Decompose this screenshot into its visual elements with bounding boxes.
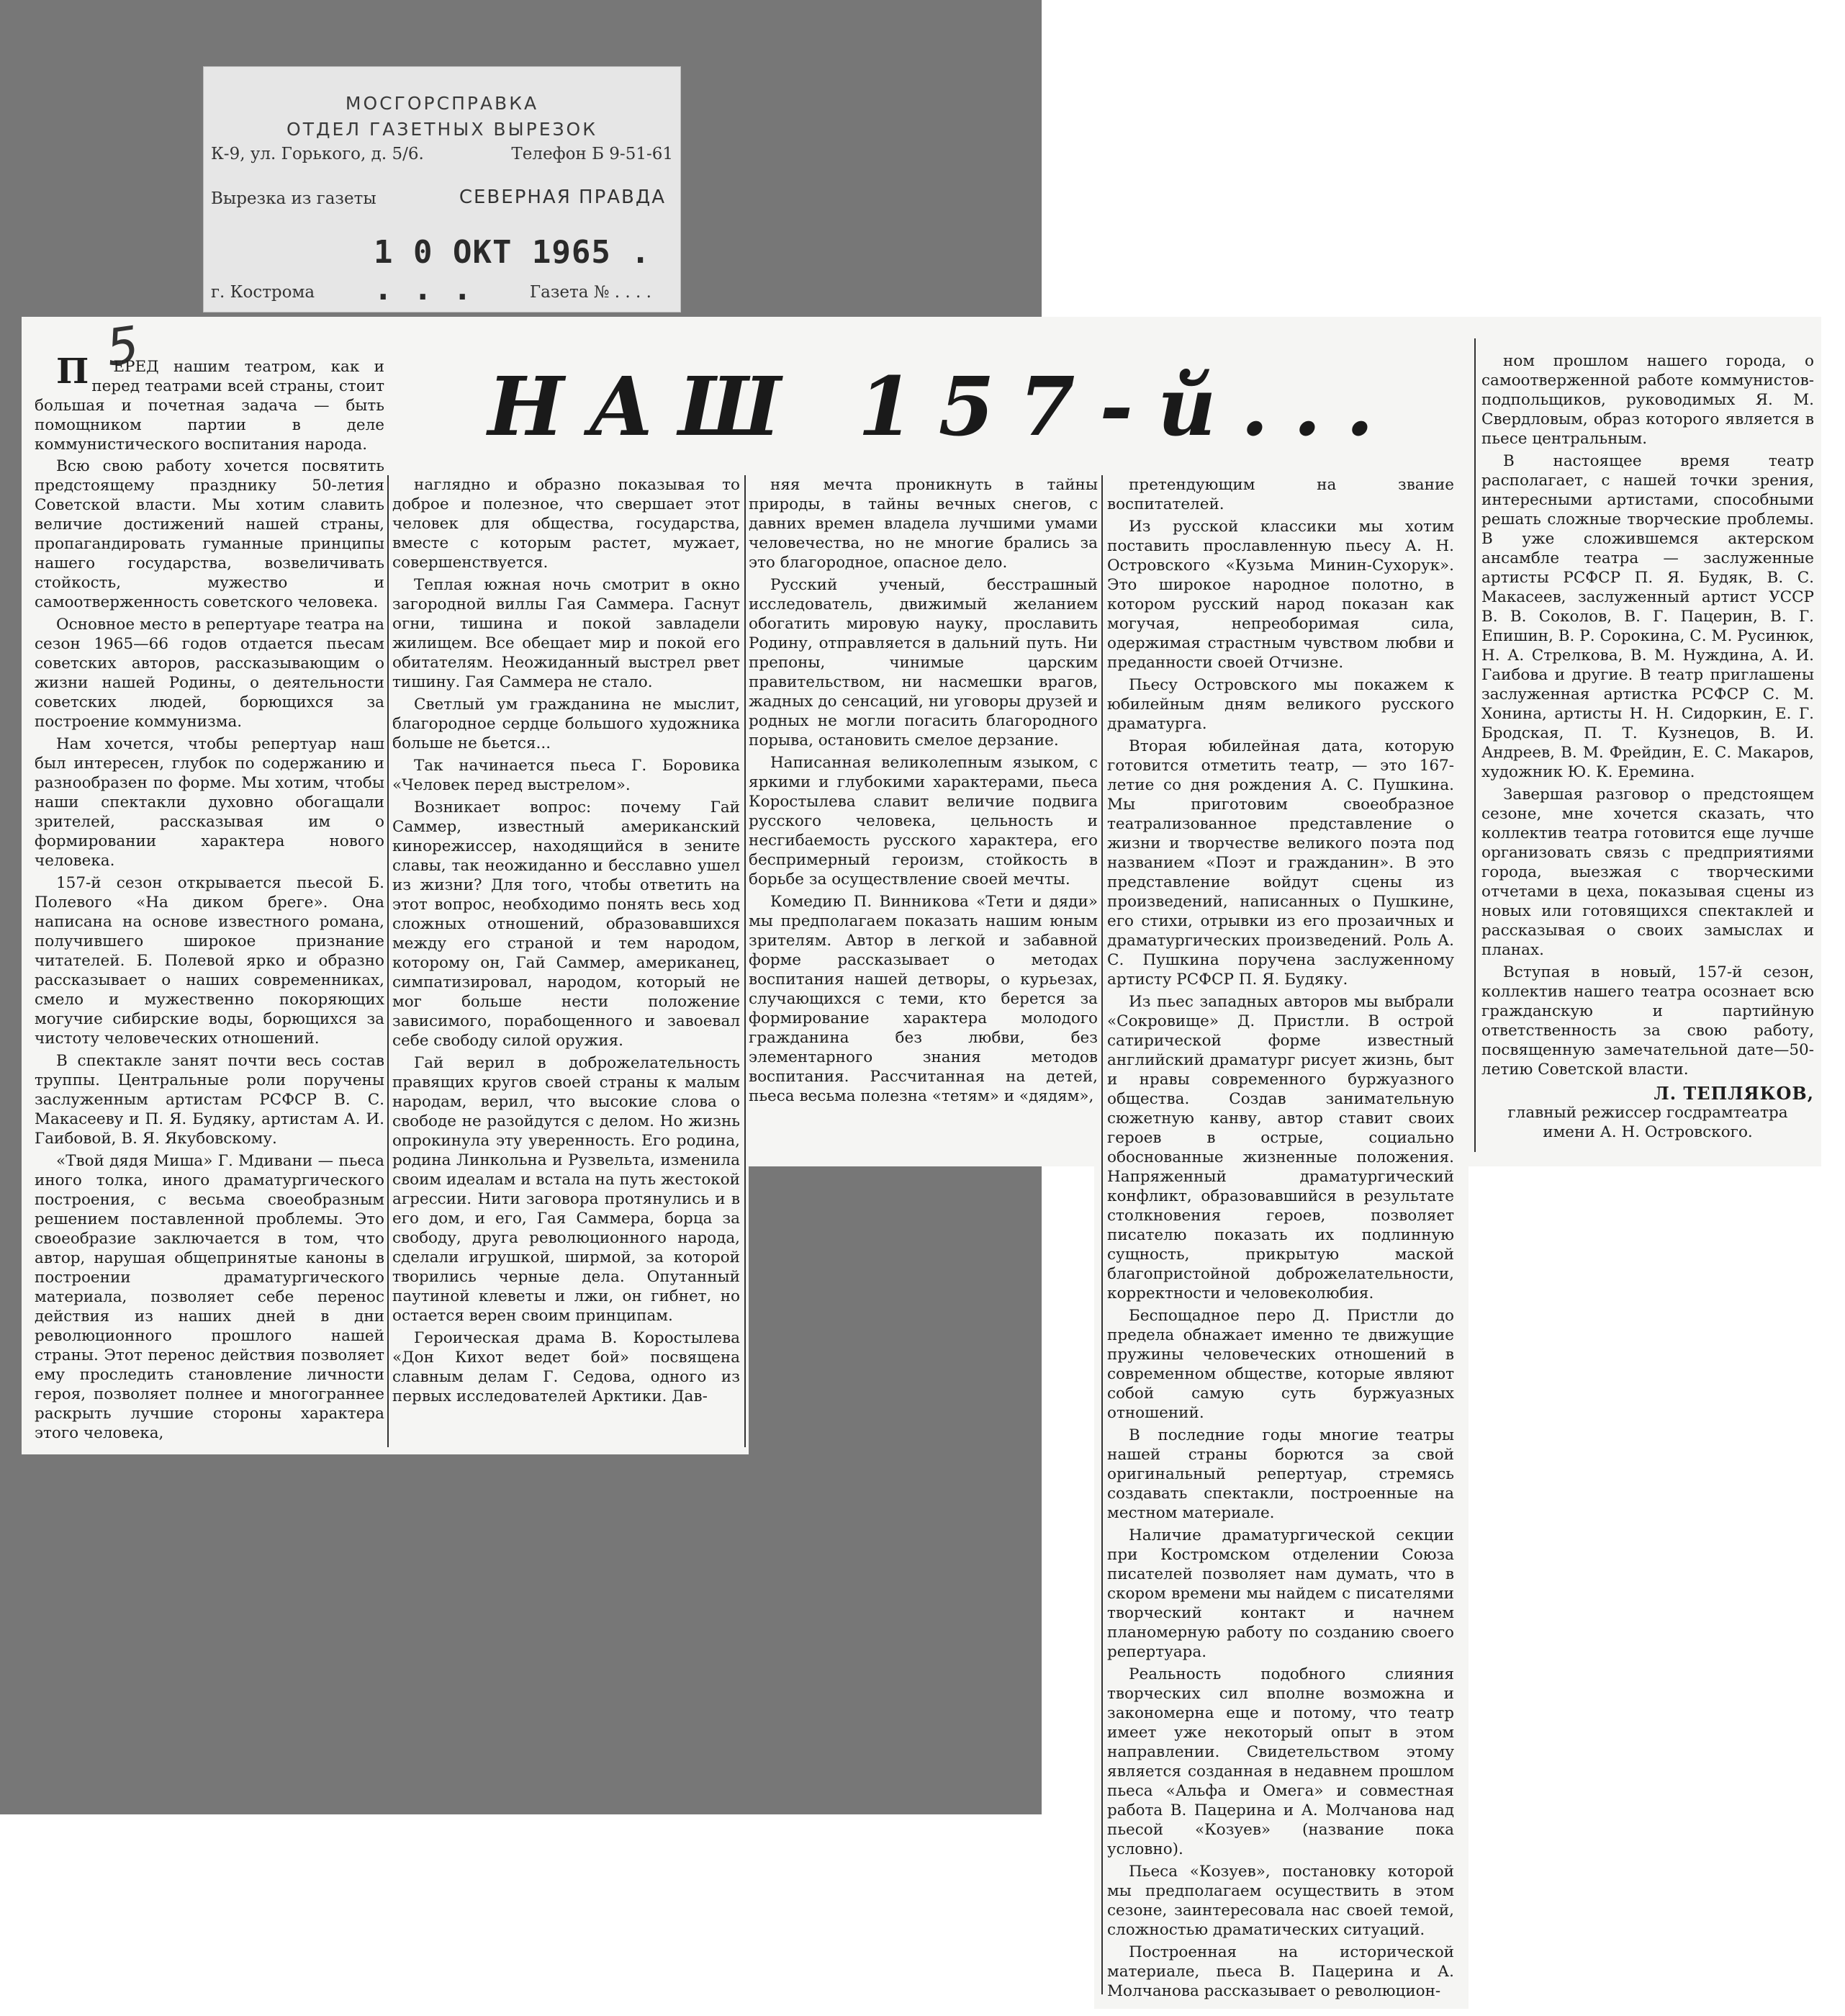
article-paragraph: Беспощадное перо Д. Пристли до предела обнажает именно те движущие пружины человеческих отношений в современном обществе, которые являют собой самую суть буржуазных отношений. — [1107, 1307, 1454, 1422]
article-paragraph: Из русской классики мы хотим поставить прославленную пьесу А. Н. Островского «Кузьма Минин-Сухорук». Это широкое народное полотно, в котором русский народ показан как могучая, непреоборимая сила, одержимая страстным чувством любви и преданности своей Отчизне. — [1107, 518, 1454, 672]
article-paragraph: Светлый ум гражданина не мыслит, благородное сердце большого художника больше не бьется... — [392, 696, 740, 752]
article-paragraph: В спектакле занят почти весь состав труппы. Центральные роли поручены заслуженным артистам РСФСР В. С. Макасееву и П. Я. Будяку, артистам А. И. Гаибовой, В. Я. Якубовскому. — [35, 1052, 384, 1148]
article-paragraph: Построенная на исторической материале, пьеса В. Пацерина и А. Молчанова рассказывает о революцион- — [1107, 1943, 1454, 2000]
article-paragraph: Всю свою работу хочется посвятить предстоящему празднику 50-летия Советской власти. Мы хотим славить величие достижений нашей страны, пропагандировать гуманные принципы нашего государства, возвеличивать стойкость, мужество и самоотверженность советского человека. — [35, 457, 384, 611]
agency-phone: Телефон Б 9-51-61 — [511, 145, 673, 163]
agency-name: МОСГОРСПРАВКА — [345, 93, 539, 114]
article-paragraph: 157-й сезон открывается пьесой Б. Полевого «На диком бреге». Она написана на основе известного романа, получившего широкое признание читателей. Б. Полевой ярко и образно рассказывает о наших современниках, смело и мужественно покоряющих могучие сибирские воды, борющихся за чистоту человеческих отношений. — [35, 874, 384, 1048]
column-divider — [1474, 338, 1476, 1152]
date-stamp: 1 0 ОКТ 1965 . . . . — [374, 234, 651, 307]
article-paragraph: Русский ученый, бесстрашный исследователь, движимый желанием обогатить мировую науку, прославить Родину, отправляется в дальний путь. Ни препоны, чинимые царским правительством, ни насмешки врагов, жадных до сенсаций, ни уговоры друзей и родных не могли погасить благородного порыва, остановить смелое дерзание. — [749, 576, 1098, 750]
article-column-2 — [392, 475, 740, 1409]
article-paragraph: Комедию П. Винникова «Тети и дяди» мы предполагаем показать нашим юным зрителям. Автор в легкой и забавной форме рассказывает о методах воспитания нашей детворы, о курьезах, случающихся с теми, кто берется за формирование характера молодого гражданина без любви, без элементарного знания методов воспитания. Рассчитанная на детей, пьеса весьма полезна «тетям» и «дядям», — [749, 893, 1098, 1105]
department-name: ОТДЕЛ ГАЗЕТНЫХ ВЫРЕЗОК — [287, 119, 597, 140]
article-paragraph: «Твой дядя Миша» Г. Мдивани — пьеса иного толка, иного драматургического построения, с весьма своеобразным решением поставленной проблемы. Это своеобразие заключается в том, что автор, нарушая общепринятые каноны в построении драматургического материала, позволяет себе перенос действия из наших дней в дни революционного прошлого нашей страны. Этот перенос действия позволяет ему проследить становление личности героя, позволяет полнее и многограннее раскрыть лучшие стороны характера этого человека, — [35, 1152, 384, 1442]
article-paragraph: Гай верил в доброжелательность правящих кругов своей страны к малым народам, верил, что высокие слова о свободе не разойдутся с делом. Но жизнь опрокинула эту уверенность. Его родина, родина Линкольна и Рузвельта, изменила своим идеалам и встала на путь жестокой агрессии. Нити заговора протянулись и в его дом, и его, Гая Саммера, борца за свободу, друга революционного народа, сделали игрушкой, ширмой, за которой творились черные дела. Опутанный паутиной клеветы и лжи, он гибнет, но остается верен своим принципам. — [392, 1054, 740, 1325]
article-paragraph: Наличие драматургической секции при Костромском отделении Союза писателей позволяет нам думать, что в скором времени мы найдем с писателями творческий контакт и начнем планомерную работу по созданию своего репертуара. — [1107, 1526, 1454, 1661]
article-column-1-top — [35, 351, 384, 457]
article-column-5 — [1481, 351, 1814, 1142]
clipping-service-label — [203, 66, 681, 312]
article-column-1 — [35, 456, 384, 1446]
article-paragraph: Пьеса «Козуев», постановку которой мы предполагаем осуществить в этом сезоне, заинтересовала нас своей темой, сложностью драматических ситуаций. — [1107, 1863, 1454, 1939]
article-paragraph: Реальность подобного слияния творческих сил вполне возможна и закономерна еще и потому, что театр имеет уже некоторый опыт в этом направлении. Свидетельством этому является созданная в недавнем прошлом пьеса «Альфа и Омега» и совместная работа В. Пацерина и А. Молчанова над пьесой «Козуев» (название пока условно). — [1107, 1665, 1454, 1858]
article-paragraph: Пьесу Островского мы покажем к юбилейным дням великого русского драматурга. — [1107, 676, 1454, 733]
newspaper-name: СЕВЕРНАЯ ПРАВДА — [459, 186, 666, 208]
column-divider — [1101, 475, 1103, 1994]
column-divider — [387, 475, 389, 1447]
issue-number-label: Газета № . . . . — [529, 283, 651, 302]
article-paragraph: Написанная великолепным языком, с яркими и глубокими характерами, пьеса Коростылева славит величие подвига русского человека, цельность и несгибаемость русского характера, его беспримерный героизм, стойкость в борьбе за осуществление своей мечты. — [749, 754, 1098, 888]
article-paragraph: Героическая драма В. Коростылева «Дон Кихот ведет бой» посвящена славным делам Г. Седова, одного из первых исследователей Арктики. Дав- — [392, 1329, 740, 1405]
article-column-3 — [749, 475, 1098, 1109]
article-paragraph: В последние годы многие театры нашей страны борются за свой оригинальный репертуар, стремясь создавать спектакли, построенные на местном материале. — [1107, 1426, 1454, 1522]
article-paragraph: Вступая в новый, 157-й сезон, коллектив нашего театра осознает всю гражданскую и партийную ответственность за свою работу, посвященную замечательной дате—50-летию Советской власти. — [1481, 963, 1814, 1079]
article-paragraph: ном прошлом нашего города, о самоотверженной работе коммунистов-подпольщиков, руководимых Я. М. Свердловым, образ которого является в пьесе центральным. — [1481, 352, 1814, 448]
article-paragraph: Теплая южная ночь смотрит в окно загородной виллы Гая Саммера. Гаснут огни, тишина и покой завладели жилищем. Все обещает мир и покой его обитателям. Неожиданный выстрел рвет тишину. Гая Саммера не стало. — [392, 576, 740, 691]
article-paragraph: Возникает вопрос: почему Гай Саммер, известный американский кинорежиссер, находящийся в зените славы, так неожиданно и бесславно ушел из жизни? Для того, чтобы ответить на этот вопрос, необходимо понять весь ход сложных отношений, образовавшихся между его страной и тем народом, которому он, Гай Саммер, американец, симпатизировал, народом, который не мог больше нести положение зависимого, порабощенного и завоевал себе свободу силой оружия. — [392, 798, 740, 1050]
author-position: главный режиссер госдрамтеатра имени А. Н. Островского. — [1507, 1104, 1788, 1141]
article-paragraph: Нам хочется, чтобы репертуар наш был интересен, глубок по содержанию и разнообразен по форме. Мы хотим, чтобы наши спектакли духовно обогащали зрителей, рассказывая им о формировании характера нового человека. — [35, 735, 384, 870]
article-headline: НАШ 157-й... — [487, 360, 1399, 454]
agency-address: К-9, ул. Горького, д. 5/6. — [211, 145, 424, 163]
cut-from-label: Вырезка из газеты — [211, 189, 376, 208]
column-divider — [744, 475, 746, 1447]
article-paragraph: Основное место в репертуаре театра на сезон 1965—66 годов отдается пьесам советских авторов, рассказывающим о жизни нашей Родины, о деятельности советских людей, борющихся за построение коммунизма. — [35, 616, 384, 731]
article-paragraph: няя мечта проникнуть в тайны природы, в тайны вечных снегов, с давних времен владела лучшими умами человечества, но не многие брались за это благородное, опасное дело. — [749, 476, 1098, 572]
article-paragraph: Вторая юбилейная дата, которую готовится отметить театр, — это 167-летие со дня рождения А. С. Пушкина. Мы приготовим своеобразное театрализованное представление о жизни и творчестве великого поэта под названием «Поэт и гражданин». В это представление войдут сцены из произведений, написанных о Пушкине, его стихи, отрывки из его прозаичных и драматургических произведений. Роль А. С. Пушкина поручена заслуженному артисту РСФСР П. Я. Будяку. — [1107, 737, 1454, 989]
article-paragraph: В настоящее время театр располагает, с нашей точки зрения, интересными артистами, способными решать сложные творческие проблемы. В уже сложившемся актерском ансамбле театра — заслуженные артисты РСФСР П. Я. Будяк, В. С. Макасеев, заслуженный артист УССР В. В. Соколов, В. Г. Пацерин, В. Г. Епишин, В. Р. Сорокина, С. М. Русинюк, Н. А. Стрелкова, В. М. Нуждина, А. И. Гаибова и другие. В театр приглашены заслуженная артистка РСФСР С. М. Хонина, артисты Н. Н. Сидоркин, Е. Г. Бродская, П. Т. Кузнецов, В. И. Андреев, В. М. Фрейдин, Е. С. Макаров, художник Ю. К. Еремина. — [1481, 452, 1814, 781]
article-paragraph: Завершая разговор о предстоящем сезоне, мне хочется сказать, что коллектив театра готовится еще лучше организовать связь с предприятиями города, выезжая с творческими отчетами в цеха, показывая сцены из новых или готовящихся спектаклей и рассказывая о своих замыслах и планах. — [1481, 786, 1814, 959]
article-paragraph: Так начинается пьеса Г. Боровика «Человек перед выстрелом». — [392, 757, 740, 794]
article-column-4 — [1107, 475, 1454, 2004]
city-label: г. Кострома — [211, 283, 315, 302]
author-signature: Л. ТЕПЛЯКОВ, — [1654, 1083, 1814, 1104]
handwritten-page-number: 5 — [102, 315, 143, 378]
article-paragraph: Из пьес западных авторов мы выбрали «Сокровище» Д. Пристли. В острой сатирической форме известный английский драматург рисует жизнь, быт и нравы современного буржуазного общества. Создав занимательную сюжетную канву, автор ставит своих героев в острые, социально обоснованные жизненные положения. Напряженный драматургический конфликт, образовавшийся в результате столкновения героев, позволяет писателю показать их подлинную сущность, прикрытую маской благопристойной доброжелательности, корректности и человеколюбия. — [1107, 993, 1454, 1302]
article-paragraph: наглядно и образно показывая то доброе и полезное, что свершает этот человек для общества, государства, вместе с которым растет, мужает, совершенствуется. — [392, 476, 740, 572]
article-paragraph: претендующим на звание воспитателей. — [1107, 476, 1454, 513]
article-paragraph: ПЕРЕД нашим театром, как и перед театрами всей страны, стоит большая и почетная задача — быть помощником партии в деле коммунистического воспитания народа. — [35, 351, 384, 454]
